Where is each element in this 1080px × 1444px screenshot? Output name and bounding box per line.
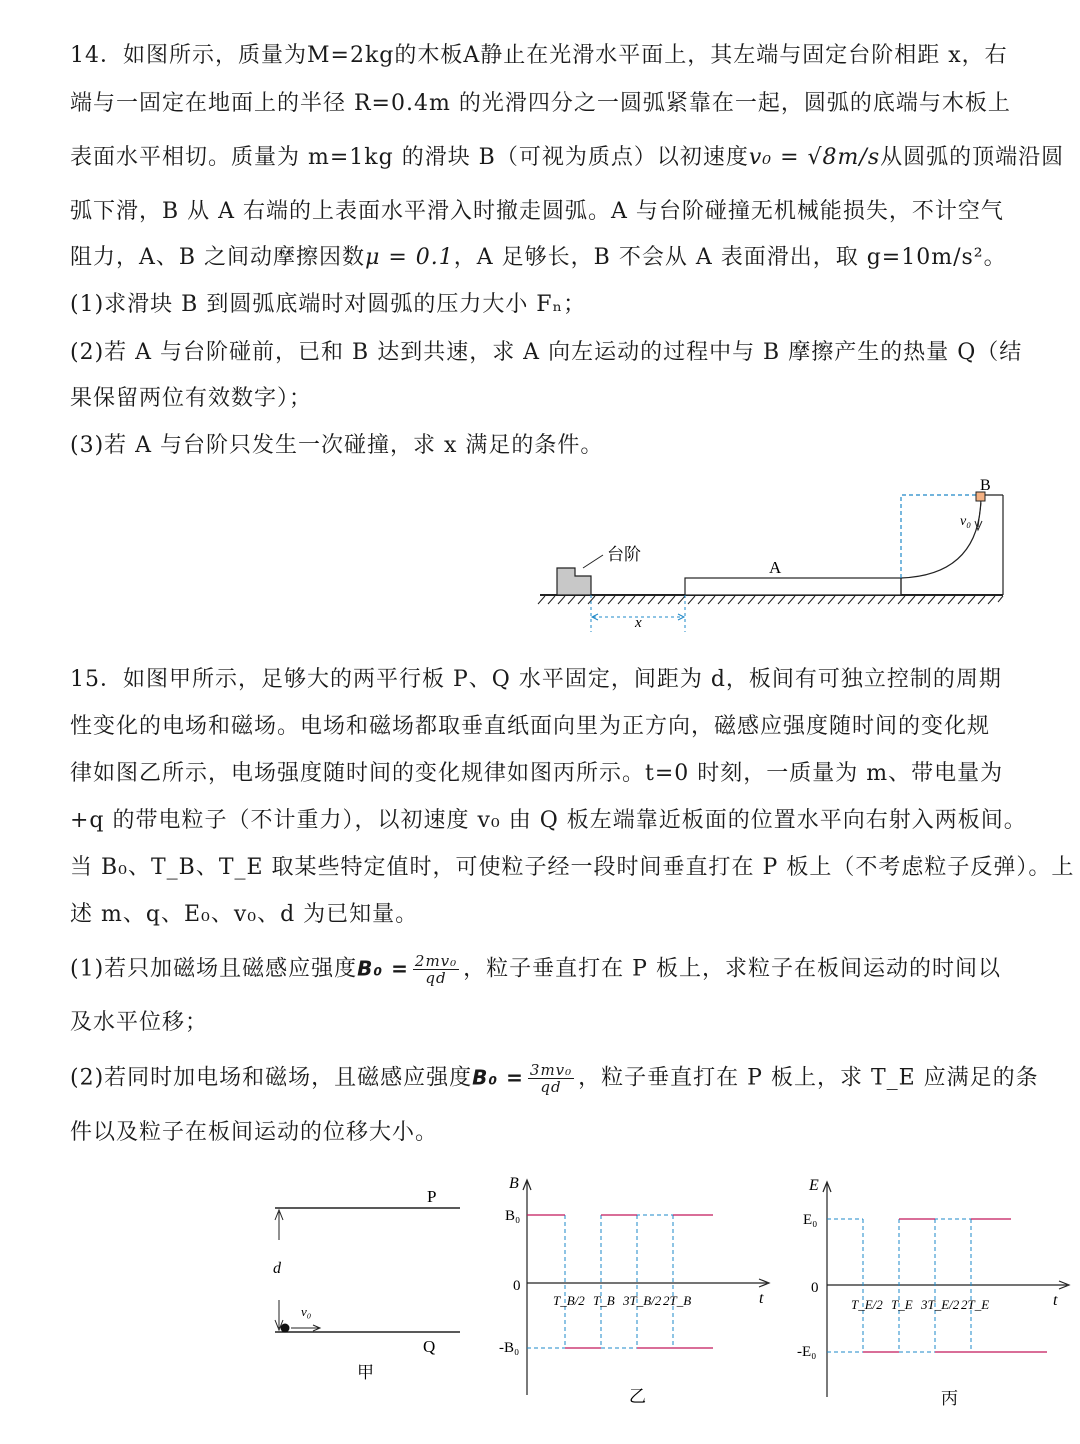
b-axis-label: B: [509, 1175, 519, 1192]
v0-label: v₀: [301, 1304, 312, 1319]
q15-sub-1b: 及水平位移；: [70, 1010, 209, 1035]
q14-line-3: [70, 143, 1065, 173]
step-label: 台阶: [607, 545, 641, 564]
q15-sub-1a-post: ，粒子垂直打在 P 板上，求粒子在板间运动的时间以: [463, 956, 1001, 982]
q14-line-5: [70, 243, 1030, 273]
fraction-denominator: qd: [540, 1078, 562, 1096]
fig-yi: [495, 1170, 775, 1410]
q14-mu-formula: μ = 0.1: [365, 245, 454, 270]
fraction-numerator: 2mv₀: [414, 952, 458, 970]
fig-yi-caption: 乙: [629, 1387, 646, 1406]
q15-sub-2b: 件以及粒子在板间运动的位移大小。: [70, 1120, 439, 1145]
block-b-label: B: [980, 477, 991, 494]
fig-jia-caption: 甲: [357, 1363, 374, 1380]
v0-label: v₀: [960, 514, 972, 529]
tick-tb-3half: 3T_B/2: [623, 1293, 662, 1308]
q15-b0-symbol-2: B₀ =: [472, 1065, 524, 1090]
q14-v0-formula: v₀ = √8m/s: [748, 145, 881, 170]
step-leader-line: [583, 555, 603, 568]
fig-jia: [265, 1180, 470, 1380]
zero-label: 0: [513, 1278, 521, 1294]
t-axis-label: t: [1053, 1292, 1058, 1309]
t-axis-label: t: [759, 1290, 764, 1307]
q14-figure: [535, 475, 1010, 635]
e-axis-label: E: [809, 1177, 819, 1194]
q14-line-4: 弧下滑，B 从 A 右端的上表面水平滑入时撤走圆弧。A 与台阶碰撞无机械能损失，不计空气: [70, 199, 1004, 224]
q15-sub-2a-post: ，粒子垂直打在 P 板上，求 T_E 应满足的条: [578, 1065, 1039, 1091]
d-label: d: [273, 1260, 281, 1277]
step-block: [557, 568, 591, 595]
b-guides: [527, 1215, 673, 1348]
neg-e0-label: -E₀: [797, 1344, 817, 1360]
e0-label: E₀: [803, 1212, 818, 1228]
fig-bing-caption: 丙: [941, 1389, 958, 1408]
q15-line-4: +q 的带电粒子（不计重力），以初速度 v₀ 由 Q 板左端靠近板面的位置水平向右射入两板间。: [70, 808, 1027, 833]
q14-line-5-post: ，A 足够长，B 不会从 A 表面滑出，取 g=10m/s²。: [453, 245, 1007, 270]
q15-b0-fraction-1: [413, 953, 459, 986]
q14-sub-2a: (2)若 A 与台阶碰前，已和 B 达到共速，求 A 向左运动的过程中与 B 摩擦产生的热量 Q（结: [70, 340, 1023, 365]
b0-label: B₀: [505, 1208, 521, 1224]
q15-sub-2a-pre: (2)若同时加电场和磁场，且磁感应强度: [70, 1065, 473, 1091]
board-a-label: A: [769, 558, 782, 577]
q14-line-2: 端与一固定在地面上的半径 R=0.4m 的光滑四分之一圆弧紧靠在一起，圆弧的底端与木板上: [70, 91, 1011, 116]
tick-te-3half: 3T_E/2: [921, 1297, 960, 1312]
x-label: x: [635, 615, 642, 631]
quarter-arc: [901, 495, 981, 578]
plate-p-label: P: [427, 1187, 437, 1206]
q14-sub-1: (1)求滑块 B 到圆弧底端时对圆弧的压力大小 Fₙ；: [70, 292, 587, 317]
fraction-denominator: qd: [425, 969, 447, 987]
particle: [281, 1324, 290, 1333]
b-signal: [527, 1215, 713, 1348]
fig-bing: [795, 1172, 1075, 1412]
q14-line-3-post: 从圆弧的顶端沿圆: [880, 145, 1065, 170]
q14-line-5-pre: 阻力，A、B 之间动摩擦因数: [70, 245, 366, 270]
q15-line-6: 述 m、q、E₀、v₀、d 为已知量。: [70, 902, 419, 927]
q15-b0-fraction-2: [528, 1062, 574, 1095]
tick-te: T_E: [891, 1297, 913, 1312]
tick-tb: T_B: [593, 1293, 615, 1308]
q14-sub-3: (3)若 A 与台阶只发生一次碰撞，求 x 满足的条件。: [70, 433, 604, 458]
tick-tb-half: T_B/2: [553, 1293, 585, 1308]
plate-q-label: Q: [423, 1337, 436, 1356]
q15-sub-1a: [70, 953, 1030, 986]
q15-b0-symbol-1: B₀ =: [357, 956, 409, 981]
ground-hatch: [538, 596, 1003, 604]
q15-sub-1a-pre: (1)若只加磁场且磁感应强度: [70, 956, 358, 982]
q15-line-3: 律如图乙所示，电场强度随时间的变化规律如图丙所示。t=0 时刻，一质量为 m、带电量为: [70, 761, 1004, 786]
q15-line-1: 15．如图甲所示，足够大的两平行板 P、Q 水平固定，间距为 d，板间有可独立控制的周期: [70, 667, 1002, 692]
neg-b0-label: -B₀: [499, 1340, 520, 1356]
tick-2te: 2T_E: [961, 1297, 990, 1312]
board-a: [685, 578, 901, 595]
q15-line-5: 当 B₀、T_B、T_E 取某些特定值时，可使粒子经一段时间垂直打在 P 板上（不考虑粒子反弹）。上: [70, 855, 1075, 880]
q14-line-3-pre: 表面水平相切。质量为 m=1kg 的滑块 B（可视为质点）以初速度: [70, 145, 749, 170]
zero-label: 0: [811, 1280, 819, 1296]
q14-sub-2b: 果保留两位有效数字）；: [70, 386, 313, 411]
tick-te-half: T_E/2: [851, 1297, 883, 1312]
arc-radius-guide: [901, 495, 981, 578]
fraction-numerator: 3mv₀: [529, 1061, 573, 1079]
q15-sub-2a: [70, 1061, 1039, 1096]
tick-2tb: 2T_B: [663, 1293, 692, 1308]
q15-line-2: 性变化的电场和磁场。电场和磁场都取垂直纸面向里为正方向，磁感应强度随时间的变化规: [70, 714, 991, 739]
q14-line-1: 14．如图所示，质量为M=2kg的木板A静止在光滑水平面上，其左端与固定台阶相距 x，右: [70, 43, 1008, 68]
